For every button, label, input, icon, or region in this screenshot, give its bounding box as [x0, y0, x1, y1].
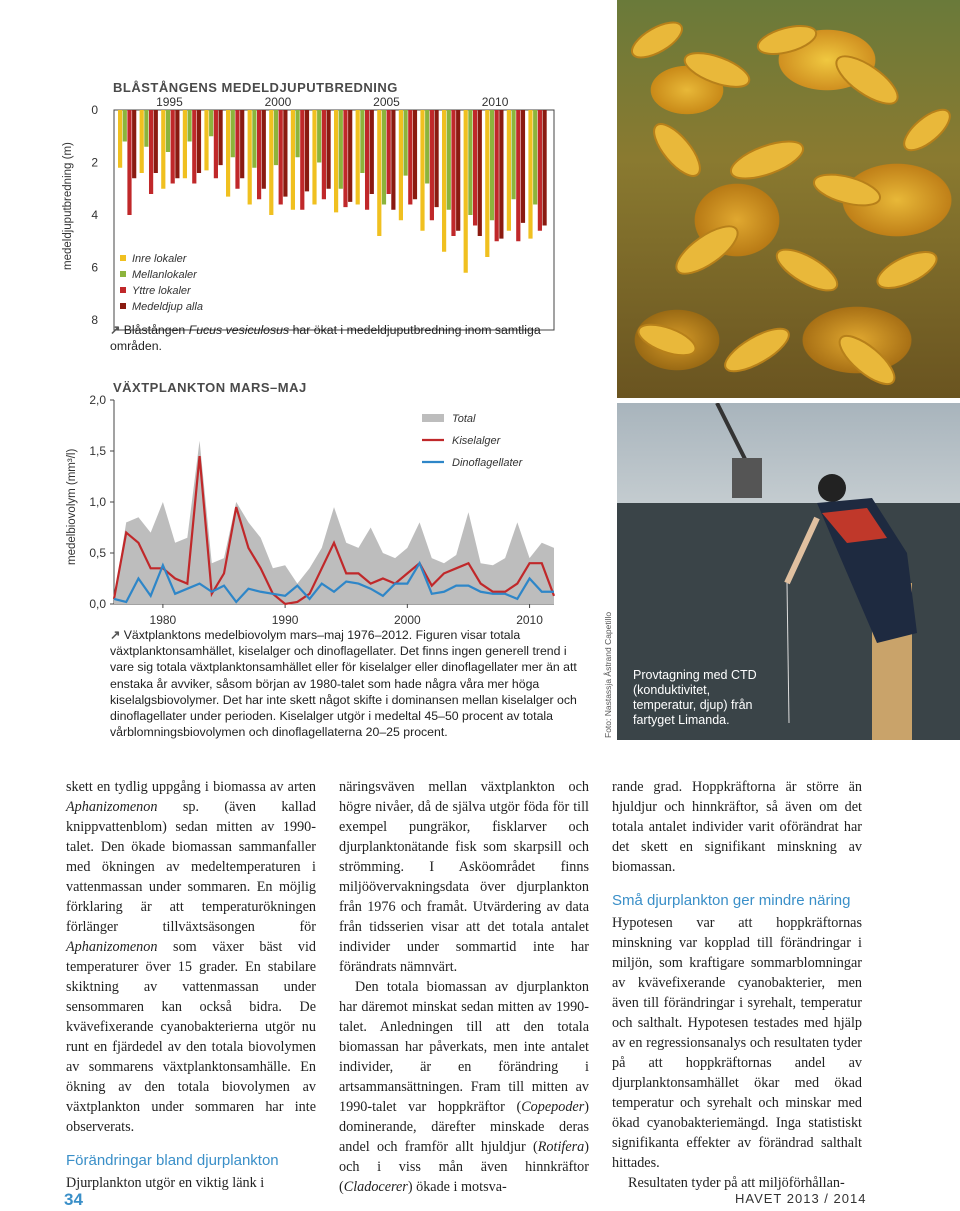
- chart1-bar: [127, 110, 131, 215]
- chart1-x-tick: 2005: [373, 95, 400, 109]
- chart1-x-tick: 1995: [156, 95, 183, 109]
- chart1-bar: [171, 110, 175, 184]
- chart1-bar: [521, 110, 525, 223]
- chart1-bar: [533, 110, 537, 205]
- chart1-bar: [499, 110, 503, 239]
- chart1-bar: [451, 110, 455, 236]
- chart1-legend-label: Yttre lokaler: [132, 285, 191, 297]
- chart1-bar: [343, 110, 347, 207]
- bladderwrack-illustration: [617, 0, 960, 398]
- column2-paragraph-2: [339, 977, 589, 1197]
- chart1-legend-swatch: [120, 255, 126, 261]
- text-run: skett en tydlig uppgång i biomassa av arten: [66, 779, 316, 795]
- section-heading: Förändringar bland djurplankton: [66, 1152, 279, 1169]
- chart1-caption-post: har ökat i medeldjuputbredning inom samtliga områden.: [110, 323, 541, 354]
- chart1-bar: [430, 110, 434, 220]
- chart2-plot: [80, 390, 560, 630]
- chart1-bar: [365, 110, 369, 210]
- chart1-bar: [326, 110, 330, 189]
- chart1-bar: [312, 110, 316, 205]
- text-run: som växer bäst vid temperaturer över 15 grader. En stabilare skiktning av vattenmassan under sensommaren kan också bidra. De kvävefixerande cyanobakterierna utgör nu runt en fjärdedel av den totala biovolymen av sommarens växtplanktonsamhälle. En ökning av den totala biovolymen av växtplankton under sommaren har inte observerats.: [66, 939, 316, 1135]
- taxon-name: Cladocerer: [343, 1179, 408, 1195]
- chart2-caption: [110, 627, 580, 740]
- chart1-bar: [252, 110, 256, 168]
- chart1-bar: [456, 110, 460, 231]
- chart1-legend-swatch: [120, 287, 126, 293]
- chart2-legend-label: Total: [452, 413, 476, 425]
- chart1-bar: [132, 110, 136, 178]
- chart2-y-axis-label: medelbiovolym (mm³/l): [66, 448, 78, 565]
- chart1-bar: [408, 110, 412, 205]
- chart1-y-axis-label: medeldjuputbredning (m): [62, 142, 74, 270]
- chart1-x-tick: 2010: [481, 95, 509, 109]
- text-column-3: [612, 777, 862, 1193]
- chart1-caption-pre: Blåstången: [123, 323, 189, 337]
- chart2-legend-label: Dinoflagellater: [452, 457, 523, 469]
- chart1-bar: [123, 110, 127, 142]
- chart1-bar: [283, 110, 287, 197]
- chart1-bar: [425, 110, 429, 184]
- chart1-x-tick: 2000: [264, 95, 292, 109]
- publication-name: HAVET 2013 / 2014: [735, 1191, 867, 1206]
- chart1-bar: [197, 110, 201, 173]
- chart1-bar: [387, 110, 391, 194]
- chart1-bar: [154, 110, 158, 173]
- chart2-y-tick: 0,5: [89, 546, 106, 560]
- chart1-bar: [528, 110, 532, 239]
- chart1-bar: [516, 110, 520, 241]
- taxon-name: Rotifera: [537, 1139, 585, 1155]
- chart1-bar: [420, 110, 424, 231]
- chart1-bar: [175, 110, 179, 178]
- chart2-x-tick: 1980: [149, 613, 177, 627]
- chart1-legend-swatch: [120, 303, 126, 309]
- chart1-bar: [192, 110, 196, 184]
- chart1-bar: [434, 110, 438, 207]
- chart1-bar: [161, 110, 165, 189]
- chart1-bar: [305, 110, 309, 191]
- chart1-bar: [442, 110, 446, 252]
- text-run: Den totala biomassan av djurplankton har däremot minskat sedan mitten av 1990-talet. Anledningen till att den totala biomassan har påverkats, men inte antalet individer, är en förändring i artsammansättningen. Fram till mitten av 1990-talet var hoppkräftor (: [339, 979, 589, 1115]
- chart1-y-tick: 8: [91, 313, 98, 327]
- bladderwrack-photo: [617, 0, 960, 398]
- chart1-bar: [370, 110, 374, 194]
- text-column-1: [66, 777, 316, 1193]
- chart1-bar: [226, 110, 230, 197]
- photo-caption: Provtagning med CTD (konduktivitet, temperatur, djup) från fartyget Limanda.: [633, 668, 757, 727]
- chart1-bar: [183, 110, 187, 178]
- chart1-bar: [485, 110, 489, 257]
- taxon-name: Copepoder: [521, 1099, 585, 1115]
- section-heading: Små djurplankton ger mindre näring: [612, 892, 851, 909]
- chart1-bar: [209, 110, 213, 136]
- chart1-bar: [262, 110, 266, 189]
- chart1-caption: [110, 322, 570, 354]
- chart1-bar: [274, 110, 278, 165]
- chart1-plot: [80, 90, 560, 340]
- chart1-bar: [231, 110, 235, 157]
- chart2-y-tick: 0,0: [89, 597, 106, 611]
- text-run: sp. (även kallad knippvattenblom) sedan mitten av 1990-talet. Den ökade biomassan sammanfaller med ökningen av medeltemperaturen i vattenmassan under sommaren. En möjlig förklaring är att temperaturökningen förlänger tillväxtsäsongen för: [66, 799, 316, 935]
- chart2-title: VÄXTPLANKTON MARS–MAJ: [113, 380, 307, 395]
- chart1-bar: [377, 110, 381, 236]
- chart1-bar: [490, 110, 494, 220]
- chart1-y-tick: 2: [91, 155, 98, 170]
- chart1-bar: [187, 110, 191, 142]
- chart1-bar: [495, 110, 499, 241]
- chart1-bar: [248, 110, 252, 205]
- page-number: 34: [64, 1190, 83, 1209]
- chart1-bar: [403, 110, 407, 176]
- species-name: Aphanizomenon: [66, 799, 158, 815]
- chart1-bar: [413, 110, 417, 199]
- chart1-bar: [204, 110, 208, 170]
- chart1-bar: [291, 110, 295, 210]
- chart1-bar: [382, 110, 386, 205]
- chart1-bar: [235, 110, 239, 189]
- chart1-bar: [240, 110, 244, 178]
- chart2-caption-text: Växtplanktons medelbiovolym mars–maj 1976–2012. Figuren visar totala växtplanktonsamhället, kiselalger och dinoflagellater. Det finns ingen generell trend i vare sig totala växtplanktonsamhället eller för kiselalger eller dinoflagellater mer än att enstaka år avviker, såsom början av 1980-talet som hade några våra mer höga kiselalgsbiovolymer. Det har inte skett något skifte i dominansen mellan kiselalger och dinoflagellater under perioden. Kiselalger utgör i medeltal 45–50 procent av totala vårblomningsbiovolymen och dinoflagellaterna 20–25 procent.: [110, 628, 577, 740]
- chart1-legend-swatch: [120, 271, 126, 277]
- chart2-y-tick: 1,5: [89, 444, 106, 458]
- chart1-bar: [348, 110, 352, 202]
- chart2-legend-label: Kiselalger: [452, 435, 501, 447]
- chart1-bar: [447, 110, 451, 210]
- chart1-title: BLÅSTÅNGENS MEDELDJUPUTBREDNING: [113, 80, 398, 95]
- chart1-legend-label: Medeldjup alla: [132, 301, 203, 313]
- chart1-caption-species: Fucus vesiculosus: [188, 323, 290, 337]
- chart1-bar: [473, 110, 477, 226]
- chart1-bar: [360, 110, 364, 173]
- chart1-bar: [322, 110, 326, 199]
- chart1-legend-label: Inre lokaler: [132, 253, 187, 265]
- caption-arrow-icon: ↗: [110, 323, 121, 337]
- chart1-bar: [166, 110, 170, 152]
- chart1-bar: [538, 110, 542, 231]
- species-name: Aphanizomenon: [66, 939, 158, 955]
- chart1-bar: [542, 110, 546, 226]
- chart1-bar: [356, 110, 360, 205]
- chart1-bar: [269, 110, 273, 215]
- column3-paragraph-2: Hypotesen var att hoppkräftornas minskning var kopplad till förändringar i miljön, som kraftigare sommarblomningar av kvävefixerande cyanobakterier, men även till förändringar i syrehalt, temperatur och salthalt. Hypotesen testades med hjälp av en regressionsanalys och resultaten tyder på att hoppkräftornas andel av djurplanktonsamhället ökar med ökad temperatur och syrehalt och minskar med ökad cyanobakteriemängd. Inga statistiskt signifikanta effekter av förändrad salthalt hittades.: [612, 915, 862, 1171]
- text-run: ) och i viss mån även hinnkräftor (: [339, 1139, 589, 1195]
- caption-arrow-icon: ↗: [110, 628, 121, 642]
- photo-credit: Foto: Nastassja Åstrand Capetillo: [603, 611, 613, 738]
- text-column-2: [339, 777, 589, 1197]
- chart1-y-tick: 4: [91, 208, 98, 222]
- chart1-bar: [507, 110, 511, 231]
- chart1-bar: [149, 110, 153, 194]
- chart2-x-tick: 1990: [271, 613, 299, 627]
- chart2-x-tick: 2000: [393, 613, 421, 627]
- chart1-bar: [334, 110, 338, 212]
- chart1-bar: [218, 110, 222, 165]
- chart2-legend-swatch: [422, 414, 444, 422]
- chart1-bar: [511, 110, 515, 199]
- chart1-bar: [399, 110, 403, 220]
- chart1-bar: [279, 110, 283, 205]
- chart1-y-tick: 6: [91, 260, 98, 275]
- column1-paragraph: [66, 777, 316, 1137]
- chart1-bar: [464, 110, 468, 273]
- chart1-bar: [478, 110, 482, 236]
- column2-paragraph-1: näringsväven mellan växtplankton och högre nivåer, då de själva utgör föda för till exempel pungräkor, fisklarver och djurplanktonätande fisk som skarpsill och strömming. I Asköområdet finns miljöövervakningsdata över djurplankton från 1976 och framåt. Utvärdering av data från tidsserien visar att det totala antalet individer under sommartid inte har förändrats nämnvärt.: [339, 779, 589, 975]
- chart1-bar: [118, 110, 122, 168]
- chart1-bar: [257, 110, 261, 199]
- chart1-bar: [300, 110, 304, 210]
- chart1-bar: [339, 110, 343, 189]
- chart1-y-tick: 0: [91, 103, 98, 117]
- chart1-legend-label: Mellanlokaler: [132, 269, 197, 281]
- text-run: ) dominerande, därefter minskade deras andel och framför allt hjuldjur (: [339, 1099, 589, 1155]
- chart2-y-tick: 1,0: [89, 495, 106, 509]
- chart1-bar: [140, 110, 144, 173]
- column3-paragraph-1: rande grad. Hoppkräftorna är större än hjuldjur och hinnkräftor, så även om det totala antalet individer varit oförändrat har det skett en signifikant minskning av biomassan.: [612, 779, 862, 875]
- text-run: ) ökade i motsva-: [407, 1179, 507, 1195]
- chart1-bar: [144, 110, 148, 147]
- column3-paragraph-3: Resultaten tyder på att miljöförhållan-: [628, 1175, 845, 1191]
- chart1-bar: [391, 110, 395, 210]
- column1-paragraph-2: Djurplankton utgör en viktig länk i: [66, 1175, 265, 1191]
- chart2-x-tick: 2010: [516, 613, 543, 627]
- chart1-bar: [214, 110, 218, 178]
- chart1-bar: [468, 110, 472, 215]
- chart2-y-tick: 2,0: [89, 393, 106, 407]
- chart1-bar: [317, 110, 321, 163]
- chart1-bar: [295, 110, 299, 157]
